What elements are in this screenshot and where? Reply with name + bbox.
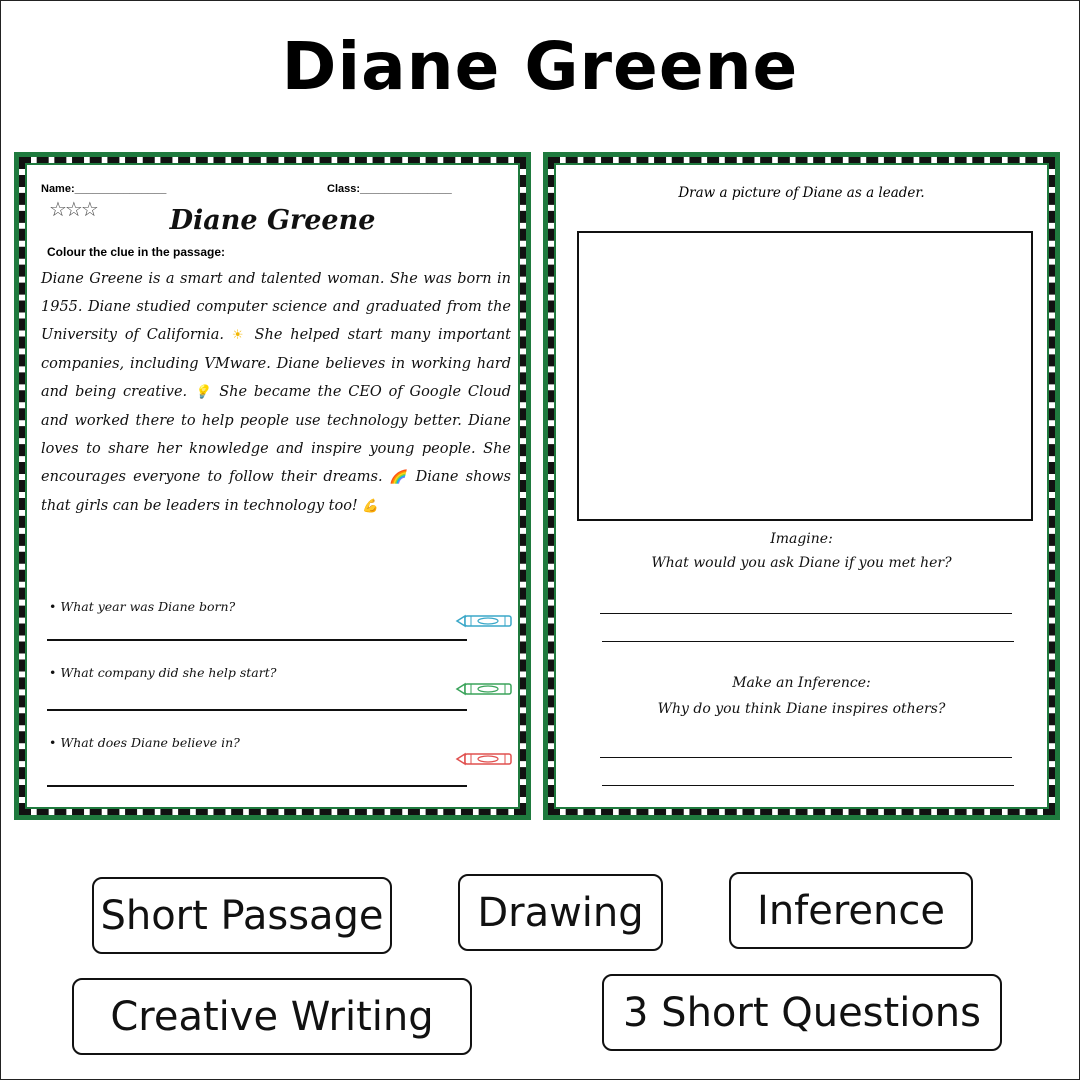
tag-short-passage: Short Passage xyxy=(92,877,392,954)
worksheet-left-preview xyxy=(14,152,531,820)
drawing-box[interactable] xyxy=(577,231,1033,521)
dashed-border xyxy=(19,157,526,815)
imagine-question: What would you ask Diane if you met her? xyxy=(651,555,952,571)
writing-line-2[interactable] xyxy=(602,641,1014,642)
sun-icon: ☀ xyxy=(231,328,247,343)
inference-question: Why do you think Diane inspires others? xyxy=(657,701,946,717)
question-3: • What does Diane believe in? xyxy=(49,735,240,750)
worksheet-right-preview xyxy=(543,152,1060,820)
answer-line-1[interactable] xyxy=(47,639,467,641)
green-crayon-icon xyxy=(455,681,513,697)
worksheet-page xyxy=(25,163,520,809)
reading-passage: Diane Greene is a smart and talented woman. She was born in 1955. Diane studied computer science and graduated from the University of California. ☀ She helped start many important companies, including VMware. Diane believes in working hard and being creative. 💡 She became the CEO of Google Cloud and worked there to help people use technology better. Diane loves to share her knowledge and inspire young people. She encourages everyone to follow their dreams. 🌈 Diane shows that girls can be leaders in technology too! 💪 xyxy=(41,271,511,514)
question-1: • What year was Diane born? xyxy=(49,599,236,614)
tag-inference: Inference xyxy=(729,872,973,949)
answer-line-3[interactable] xyxy=(47,785,467,787)
worksheet-title: Diane Greene xyxy=(169,205,376,236)
red-crayon-icon xyxy=(455,751,513,767)
flexed-biceps-icon: 💪 xyxy=(362,499,379,514)
answer-line-2[interactable] xyxy=(47,709,467,711)
writing-line-1[interactable] xyxy=(600,613,1012,614)
star-rating-icon: ☆☆☆ xyxy=(49,199,97,221)
tag-3-short-questions: 3 Short Questions xyxy=(602,974,1002,1051)
imagine-label: Imagine: xyxy=(770,531,833,547)
worksheet-page xyxy=(554,163,1049,809)
class-field: Class:_______________ xyxy=(327,183,452,195)
writing-line-4[interactable] xyxy=(602,785,1014,786)
lightbulb-icon: 💡 xyxy=(193,385,213,400)
drawing-prompt: Draw a picture of Diane as a leader. xyxy=(678,185,925,201)
instruction-text: Colour the clue in the passage: xyxy=(47,245,226,259)
blue-crayon-icon xyxy=(455,613,513,629)
name-field: Name:_______________ xyxy=(41,183,167,195)
page-title: Diane Greene xyxy=(281,28,799,105)
tag-creative-writing: Creative Writing xyxy=(72,978,472,1055)
inference-label: Make an Inference: xyxy=(732,675,871,691)
writing-line-3[interactable] xyxy=(600,757,1012,758)
question-2: • What company did she help start? xyxy=(49,665,277,680)
tag-drawing: Drawing xyxy=(458,874,663,951)
rainbow-icon: 🌈 xyxy=(389,470,409,485)
dashed-border xyxy=(548,157,1055,815)
